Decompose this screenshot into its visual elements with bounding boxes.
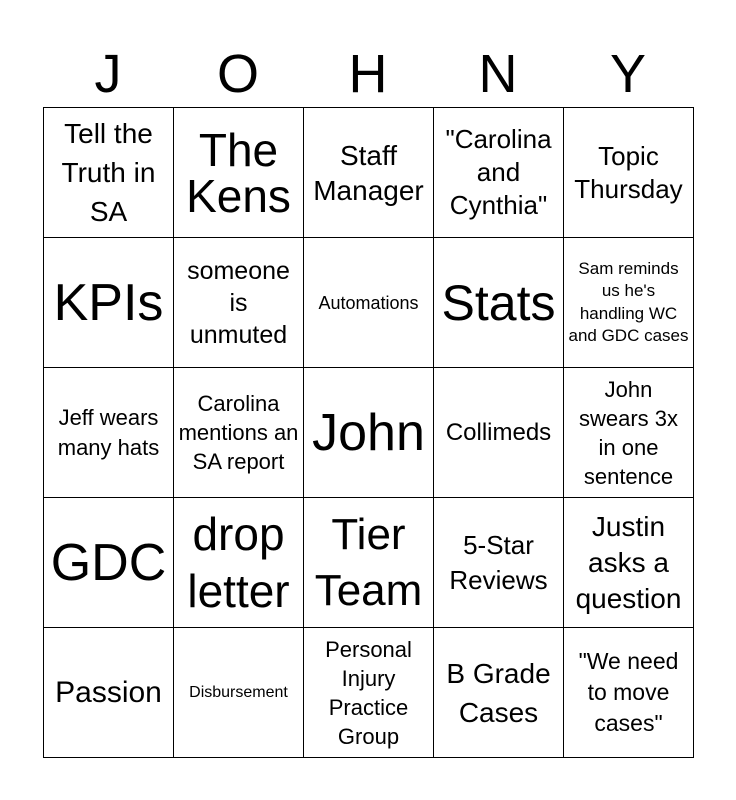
- cell-label: John swears 3x in one sentence: [578, 376, 679, 489]
- bingo-cell[interactable]: [434, 628, 564, 758]
- bingo-cell[interactable]: [44, 628, 174, 758]
- bingo-cell[interactable]: [434, 108, 564, 238]
- bingo-header: [43, 40, 693, 108]
- bingo-cell[interactable]: [564, 628, 694, 758]
- cell-label: Disbursement: [189, 683, 288, 701]
- cell-label: Stats: [441, 274, 556, 331]
- header-letter-y: Y: [609, 44, 647, 104]
- cell-label: Collimeds: [445, 418, 552, 446]
- cell-label: GDC: [50, 533, 167, 592]
- cell-label: Personal Injury Practice Group: [325, 636, 412, 749]
- header-letter-h: H: [348, 44, 388, 104]
- bingo-grid: [43, 107, 694, 758]
- cell-label: drop letter: [187, 507, 290, 617]
- cell-label: someone is unmuted: [187, 256, 290, 349]
- cell-label: Topic Thursday: [574, 140, 683, 204]
- bingo-cell[interactable]: [304, 108, 434, 238]
- bingo-cell[interactable]: [304, 238, 434, 368]
- bingo-cell[interactable]: [174, 108, 304, 238]
- bingo-cell[interactable]: [564, 108, 694, 238]
- bingo-cell[interactable]: [44, 238, 174, 368]
- header-letter-n: N: [478, 44, 518, 104]
- bingo-cell[interactable]: [44, 498, 174, 628]
- bingo-cell[interactable]: [564, 238, 694, 368]
- bingo-cell[interactable]: [434, 498, 564, 628]
- cell-label: Tell the Truth in SA: [61, 118, 156, 227]
- header-letter-o: O: [216, 44, 259, 104]
- cell-label: KPIs: [53, 273, 164, 332]
- bingo-cell[interactable]: [44, 108, 174, 238]
- cell-label: Sam reminds us he's handling WC and GDC cases: [568, 258, 689, 345]
- cell-label: Tier Team: [314, 509, 423, 615]
- header-letter-j: J: [94, 44, 122, 104]
- cell-label: Staff Manager: [313, 139, 424, 206]
- bingo-cell[interactable]: [174, 238, 304, 368]
- bingo-cell[interactable]: [304, 498, 434, 628]
- cell-label: "We need to move cases": [578, 648, 679, 736]
- bingo-cell[interactable]: [174, 368, 304, 498]
- cell-label: Automations: [318, 292, 419, 313]
- cell-label: B Grade Cases: [446, 657, 551, 728]
- cell-label: Passion: [55, 675, 162, 709]
- bingo-cell[interactable]: [434, 368, 564, 498]
- cell-label: 5-Star Reviews: [449, 529, 548, 595]
- bingo-cell[interactable]: [564, 498, 694, 628]
- cell-label: Jeff wears many hats: [57, 404, 160, 460]
- bingo-cell[interactable]: [304, 368, 434, 498]
- cell-label: The Kens: [186, 123, 291, 222]
- bingo-cell[interactable]: [44, 368, 174, 498]
- bingo-cell[interactable]: [174, 628, 304, 758]
- cell-label: "Carolina and Cynthia": [445, 124, 552, 220]
- bingo-cell[interactable]: [304, 628, 434, 758]
- bingo-cell[interactable]: [564, 368, 694, 498]
- bingo-cell[interactable]: [434, 238, 564, 368]
- cell-label: John: [312, 403, 425, 462]
- cell-label: Justin asks a question: [575, 510, 682, 614]
- bingo-cell[interactable]: [174, 498, 304, 628]
- cell-label: Carolina mentions an SA report: [178, 391, 299, 474]
